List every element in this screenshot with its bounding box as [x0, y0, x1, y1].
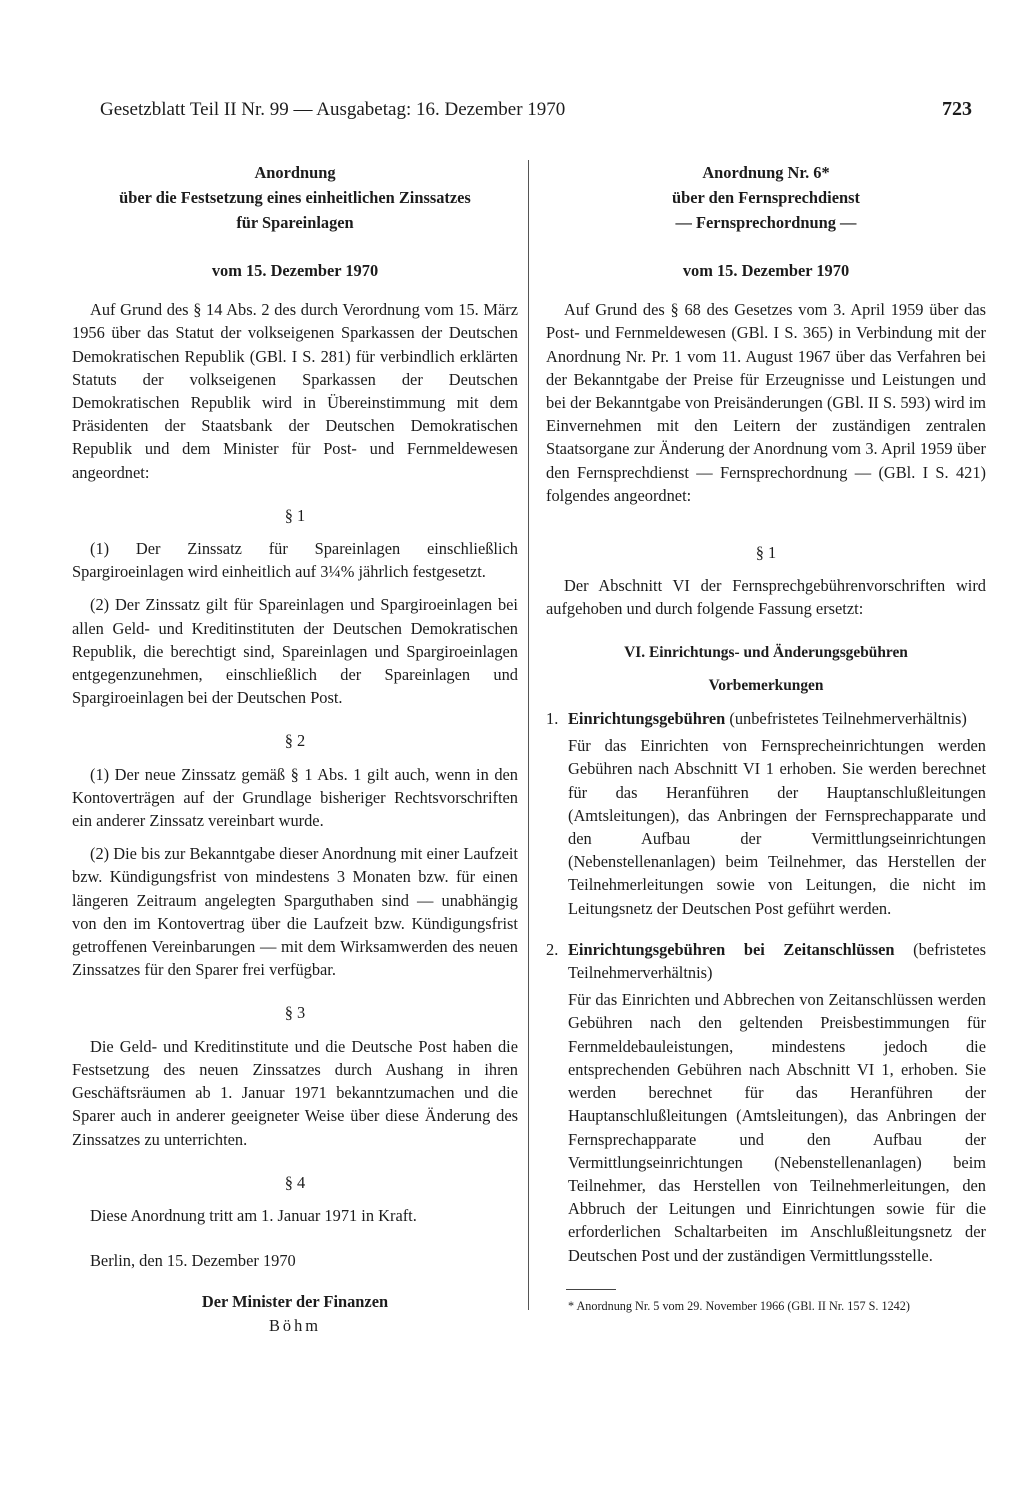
place-date: Berlin, den 15. Dezember 1970: [90, 1251, 296, 1271]
left-section-3-heading: § 3: [284, 1003, 306, 1023]
header-title: Gesetzblatt Teil II Nr. 99 — Ausgabetag: 16. Dezember 1970: [100, 99, 566, 120]
list-item-text: Für das Einrichten von Fernsprecheinrichtungen werden Gebühren nach Abschnitt VI 1 erhoben. Sie werden berechnet für das Heranführen der Hauptanschlußleitungen (Amtsleitungen), das Anbringen der Fernsprechapparate und den Aufbau der Vermittlungseinrichtungen (Nebenstellenanlagen) beim Teilnehmer, das Herstellen der Teilnehmerleitungen sowie von Leitungen, die nicht im Leitungsnetz der Deutschen Post geführt werden.: [568, 736, 986, 918]
right-s1-paragraph-1: Der Abschnitt VI der Fernsprechgebührenvorschriften wird aufgehoben und durch folgende Fassung ersetzt:: [546, 576, 986, 619]
page-number: 723: [942, 98, 972, 120]
right-title-line: — Fernsprechordnung —: [675, 213, 857, 232]
column-divider: [528, 160, 529, 1310]
left-section-2-heading: § 2: [284, 731, 306, 751]
footnote-text: * Anordnung Nr. 5 vom 29. November 1966 (GBl. II Nr. 157 S. 1242): [568, 1298, 910, 1313]
list-item: [546, 707, 986, 920]
list-item-bold: Einrichtungsgebühren bei Zeitanschlüssen: [568, 939, 895, 959]
list-item-qualifier: (befristetes Teilnehmerverhältnis): [568, 939, 986, 983]
sub-title: Vorbemerkungen: [708, 676, 824, 694]
list-item-qualifier: (unbefristetes Teilnehmerverhältnis): [729, 709, 967, 729]
right-title: [546, 160, 986, 235]
left-title: [72, 160, 518, 235]
footnote: [546, 1298, 986, 1315]
left-s3-paragraph-1: Die Geld- und Kreditinstitute und die Deutsche Post haben die Festsetzung des neuen Zinssatzes durch Aushang in ihren Geschäftsräumen ab 1. Januar 1971 bekanntzumachen und die Sparer auch in anderer geeigneter Weise über diese Änderung des Zinssatzes zu unterrichten.: [72, 1036, 518, 1149]
right-column: [546, 160, 986, 1315]
list-item-number: 1.: [546, 709, 559, 729]
signatory-name: Böhm: [268, 1315, 322, 1335]
left-title-line: Anordnung: [254, 163, 336, 182]
right-intro: Auf Grund des § 68 des Gesetzes vom 3. April 1959 über das Post- und Fernmeldewesen (GBl. I S. 365) in Verbindung mit der Anordnung Nr. Pr. 1 vom 11. August 1967 über das Verfahren bei der Bekanntgabe der Preise für Erzeugnisse und Leistungen und bei der Bekanntgabe von Preisänderungen (GBl. II S. 593) wird im Einvernehmen mit den Leitern der zuständigen zentralen Staatsorgane zur Änderung der Anordnung vom 3. April 1959 über den Fernsprechdienst — Fernsprechordnung — (GBl. I S. 421) folgendes angeordnet:: [546, 300, 986, 505]
list-item-bold: Einrichtungsgebühren: [568, 709, 726, 729]
right-title-line: Anordnung Nr. 6*: [702, 163, 830, 182]
list-item: [546, 938, 986, 1267]
left-s1-paragraph-2: (2) Der Zinssatz gilt für Spareinlagen und Spargiroeinlagen bei allen Geld- und Kreditinstituten der Deutschen Demokratischen Republik, die berechtigt sind, Spareinlagen und Spargiroeinlagen entgegenzunehmen, einschließlich der Spareinlagen und Spargiroeinlagen bei der Deutschen Post.: [72, 595, 518, 708]
left-title-line: für Spareinlagen: [236, 213, 354, 232]
right-date: vom 15. Dezember 1970: [682, 261, 850, 280]
left-s2-paragraph-1: (1) Der neue Zinssatz gemäß § 1 Abs. 1 gilt auch, wenn in den Kontoverträgen auf der Grundlage bisheriger Rechtsvorschriften ein anderer Zinssatz vereinbart wurde.: [72, 764, 518, 831]
left-title-line: über die Festsetzung eines einheitlichen Zinssatzes: [119, 188, 471, 207]
section-title: VI. Einrichtungs- und Änderungsgebühren: [624, 643, 908, 661]
right-title-line: über den Fernsprechdienst: [672, 188, 860, 207]
left-date: vom 15. Dezember 1970: [211, 261, 379, 280]
footnote-rule: [566, 1289, 616, 1290]
signatory-title: Der Minister der Finanzen: [201, 1292, 389, 1312]
list-item-number: 2.: [546, 939, 559, 959]
left-section-4-heading: § 4: [284, 1172, 306, 1192]
left-intro: Auf Grund des § 14 Abs. 2 des durch Verordnung vom 15. März 1956 über das Statut der volkseigenen Sparkassen der Deutschen Demokratischen Republik (GBl. I S. 281) für verbindlich erklärten Statuts der volkseigenen Sparkassen der Deutschen Demokratischen Republik wird in Übereinstimmung mit dem Präsidenten der Staatsbank der Deutschen Demokratischen Republik und dem Minister für Post- und Fernmeldewesen angeordnet:: [72, 300, 518, 482]
left-section-1-heading: § 1: [284, 505, 306, 525]
running-header: [100, 98, 972, 121]
right-section-1-heading: § 1: [755, 543, 777, 563]
list-item-text: Für das Einrichten und Abbrechen von Zeitanschlüssen werden Gebühren nach den geltenden Preisbestimmungen für Fernmeldebauleistungen, mindestens jedoch die entsprechenden Gebühren nach Abschnitt VI 1, erhoben. Sie werden berechnet für das Heranführen der Hauptanschlußleitungen (Amtsleitungen), das Anbringen der Fernsprechapparate und den Aufbau der Vermittlungseinrichtungen (Nebenstellenanlagen) beim Teilnehmer, das Herstellen von Teilnehmerleitungen, den Abbruch der Leitungen und Einrichtungen sowie für die erforderlichen Schaltarbeiten im Anschlußleitungsnetz der Deutschen Post und der zuständigen Vermittlungsstelle.: [568, 990, 986, 1265]
left-s1-paragraph-1: (1) Der Zinssatz für Spareinlagen einschließlich Spargiroeinlagen wird einheitlich auf 3¼% jährlich festgesetzt.: [72, 539, 518, 582]
left-column: [72, 160, 518, 1337]
left-s2-paragraph-2: (2) Die bis zur Bekanntgabe dieser Anordnung mit einer Laufzeit bzw. Kündigungsfrist von mindestens 3 Monaten bzw. für einen längeren Zeitraum angelegten Sparguthaben sind — unabhängig von den im Kontovertrag über die Laufzeit bzw. Kündigungsfrist getroffenen Vereinbarungen — mit dem Wirksamwerden des neuen Zinssatzes für den Sparer frei verfügbar.: [72, 844, 518, 980]
left-s4-paragraph-1: Diese Anordnung tritt am 1. Januar 1971 in Kraft.: [90, 1205, 417, 1225]
